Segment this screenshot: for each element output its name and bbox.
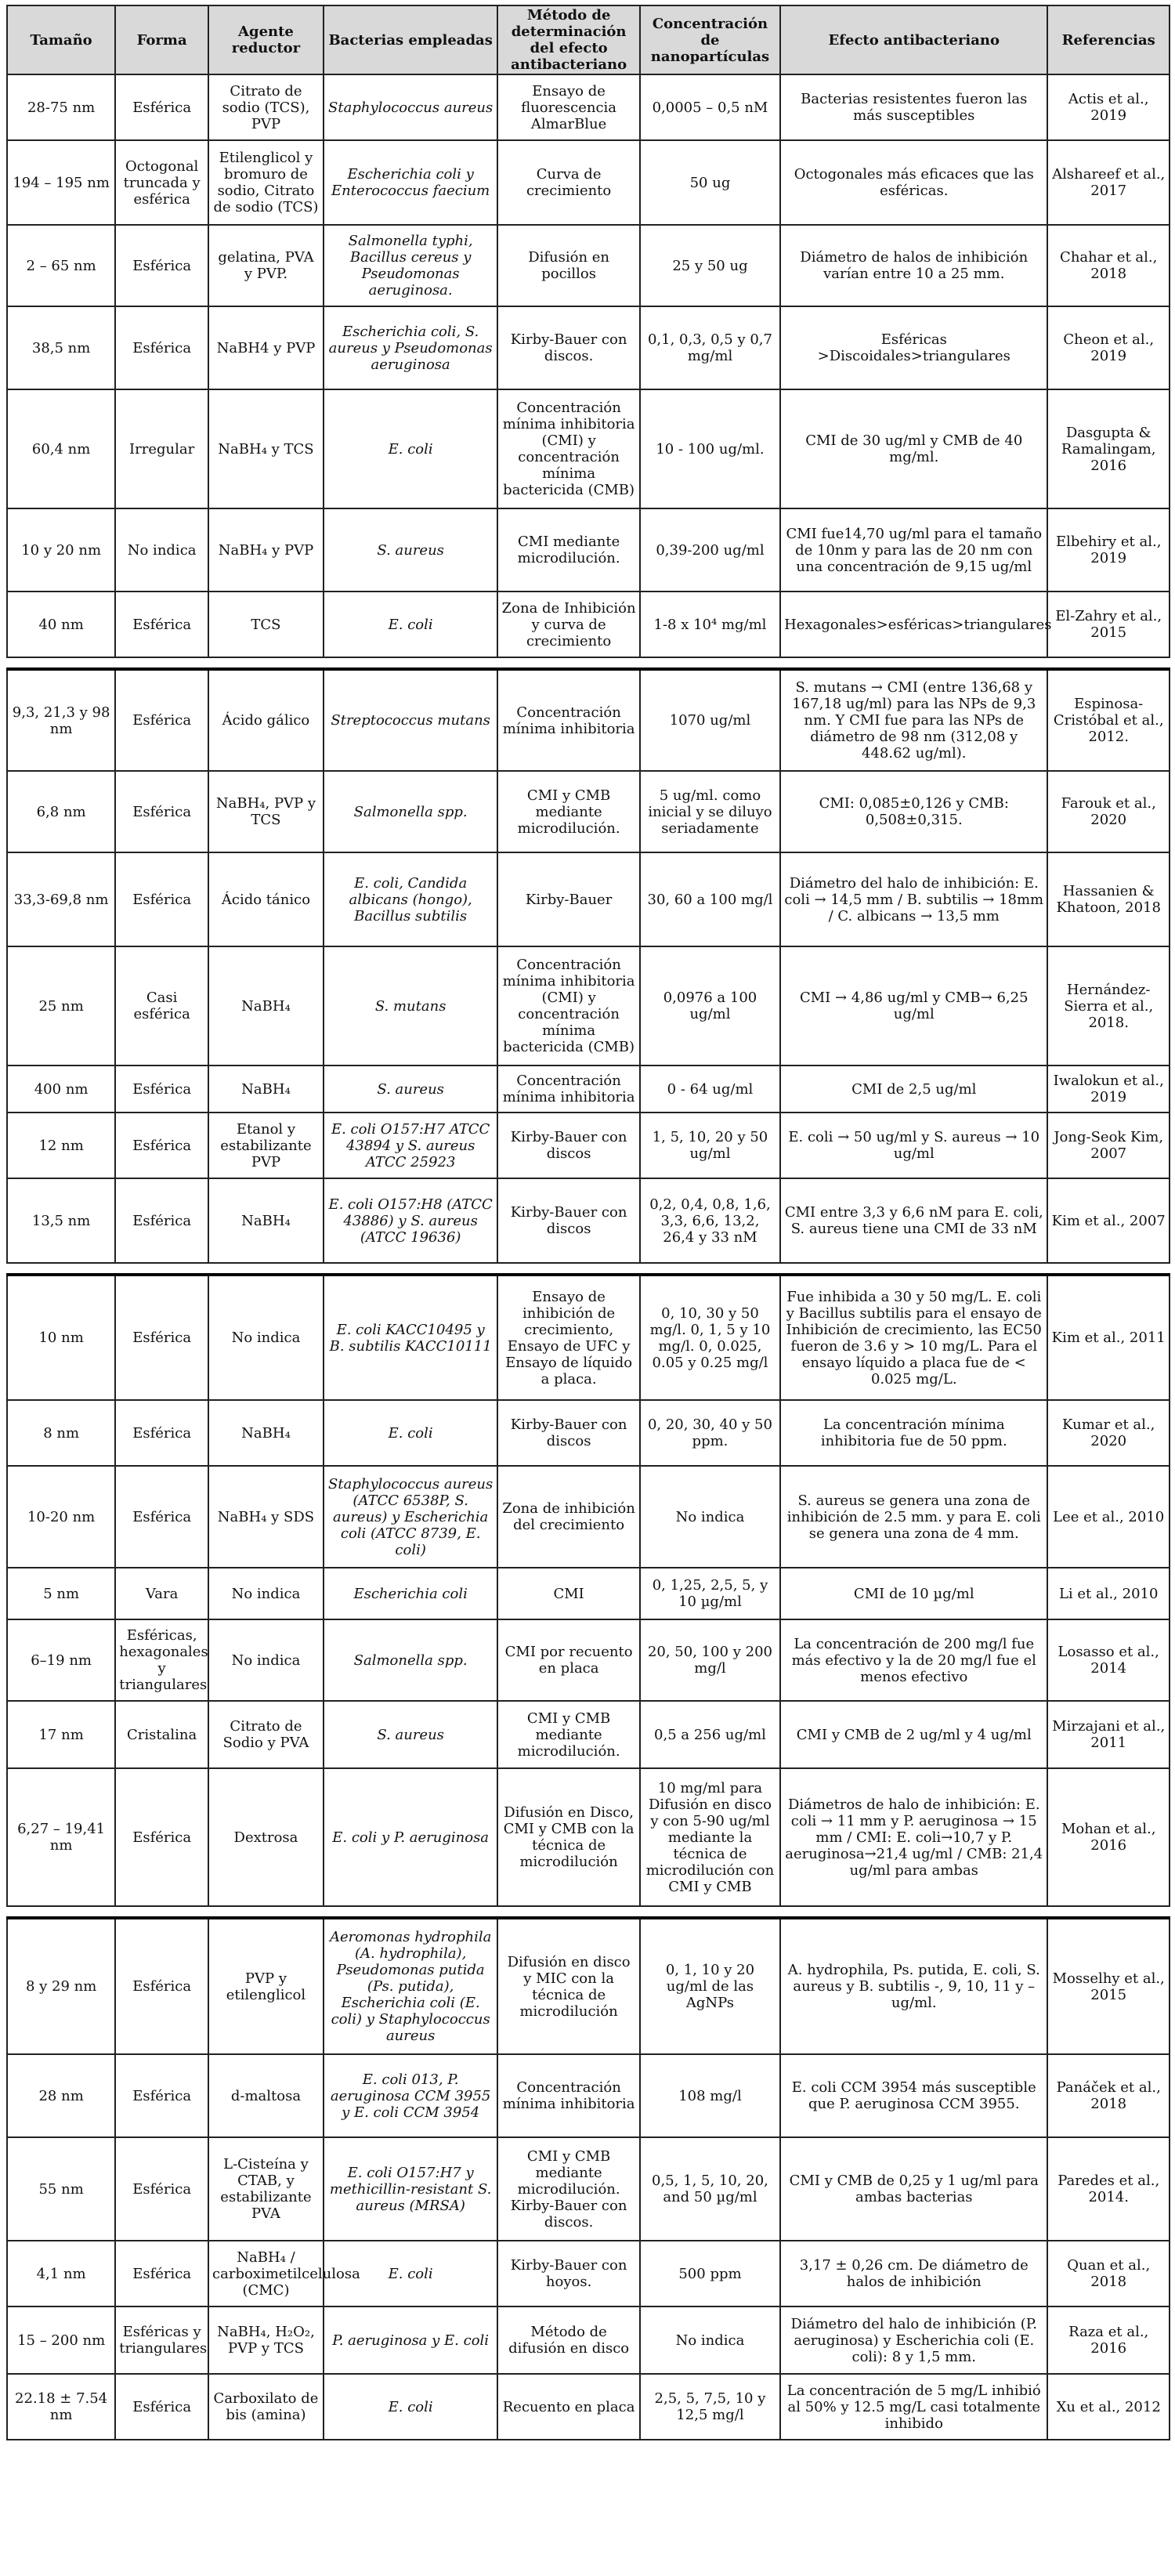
- table-row: [7, 1568, 1170, 1619]
- table-row: [7, 852, 1170, 946]
- cell-size: 12 nm: [7, 1113, 115, 1178]
- cell-bacteria: E. coli 013, P. aeruginosa CCM 3955 y E. coli CCM 3954: [324, 2054, 497, 2137]
- cell-reference: Raza et al., 2016: [1047, 2306, 1170, 2374]
- cell-agent: gelatina, PVA y PVP.: [208, 225, 324, 306]
- table-header-row: [7, 5, 1170, 74]
- cell-reference: Losasso et al., 2014: [1047, 1619, 1170, 1701]
- header-shape: Forma: [115, 5, 208, 74]
- table-row: [7, 592, 1170, 657]
- cell-agent: NaBH₄: [208, 1178, 324, 1263]
- cell-size: 194 – 195 nm: [7, 140, 115, 225]
- cell-shape: Esféricas y triangulares: [115, 2306, 208, 2374]
- cell-effect: CMI → 4,86 ug/ml y CMB→ 6,25 ug/ml: [780, 946, 1047, 1065]
- cell-effect: Fue inhibida a 30 y 50 mg/L. E. coli y Bacillus subtilis para el ensayo de Inhibición de crecimiento, las EC50 fueron de 3.6 y > 10 mg/L. Para el ensayo líquido a placa fue de < 0.025 mg/L.: [780, 1275, 1047, 1400]
- cell-size: 6–19 nm: [7, 1619, 115, 1701]
- cell-bacteria: E. coli O157:H7 y methicillin-resistant S. aureus (MRSA): [324, 2137, 497, 2241]
- cell-effect: Diámetro del halo de inhibición: E. coli → 14,5 mm / B. subtilis → 18mm / C. albicans → 13,5 mm: [780, 852, 1047, 946]
- cell-method: Concentración mínima inhibitoria (CMI) y concentración mínima bactericida (CMB): [497, 946, 639, 1065]
- table-row: [7, 1178, 1170, 1263]
- header-size: Tamaño: [7, 5, 115, 74]
- cell-reference: Farouk et al., 2020: [1047, 771, 1170, 852]
- cell-concentration: 30, 60 a 100 mg/l: [640, 852, 780, 946]
- cell-agent: NaBH₄: [208, 1400, 324, 1466]
- cell-reference: Cheon et al., 2019: [1047, 306, 1170, 389]
- cell-concentration: 0,5, 1, 5, 10, 20, and 50 µg/ml: [640, 2137, 780, 2241]
- cell-bacteria: Streptococcus mutans: [324, 669, 497, 771]
- cell-bacteria: Salmonella typhi, Bacillus cereus y Pseudomonas aeruginosa.: [324, 225, 497, 306]
- cell-agent: No indica: [208, 1275, 324, 1400]
- cell-shape: Esféricas, hexagonales y triangulares: [115, 1619, 208, 1701]
- cell-reference: Lee et al., 2010: [1047, 1466, 1170, 1568]
- table-row: [7, 225, 1170, 306]
- cell-size: 22.18 ± 7.54 nm: [7, 2374, 115, 2440]
- cell-shape: Esférica: [115, 2374, 208, 2440]
- cell-size: 4,1 nm: [7, 2241, 115, 2306]
- cell-method: Zona de inhibición del crecimiento: [497, 1466, 639, 1568]
- cell-shape: Cristalina: [115, 1701, 208, 1768]
- cell-effect: Diámetro de halos de inhibición varían entre 10 a 25 mm.: [780, 225, 1047, 306]
- cell-shape: Esférica: [115, 225, 208, 306]
- cell-concentration: 25 y 50 ug: [640, 225, 780, 306]
- cell-effect: Hexagonales>esféricas>triangulares: [780, 592, 1047, 657]
- cell-agent: NaBH₄ y TCS: [208, 389, 324, 508]
- cell-shape: Esférica: [115, 1178, 208, 1263]
- cell-bacteria: E. coli O157:H8 (ATCC 43886) y S. aureus (ATCC 19636): [324, 1178, 497, 1263]
- cell-reference: Mirzajani et al., 2011: [1047, 1701, 1170, 1768]
- cell-effect: CMI y CMB de 2 ug/ml y 4 ug/ml: [780, 1701, 1047, 1768]
- cell-concentration: 1, 5, 10, 20 y 50 ug/ml: [640, 1113, 780, 1178]
- cell-size: 13,5 nm: [7, 1178, 115, 1263]
- cell-reference: Actis et al., 2019: [1047, 74, 1170, 140]
- cell-shape: Esférica: [115, 2054, 208, 2137]
- cell-bacteria: Salmonella spp.: [324, 771, 497, 852]
- cell-agent: NaBH₄ y SDS: [208, 1466, 324, 1568]
- cell-agent: d-maltosa: [208, 2054, 324, 2137]
- cell-method: CMI: [497, 1568, 639, 1619]
- cell-shape: Esférica: [115, 1065, 208, 1113]
- table-row: [7, 2137, 1170, 2241]
- cell-agent: Citrato de Sodio y PVA: [208, 1701, 324, 1768]
- table-row: [7, 306, 1170, 389]
- cell-effect: La concentración mínima inhibitoria fue de 50 ppm.: [780, 1400, 1047, 1466]
- cell-concentration: 2,5, 5, 7,5, 10 y 12,5 mg/l: [640, 2374, 780, 2440]
- cell-effect: Bacterias resistentes fueron las más susceptibles: [780, 74, 1047, 140]
- cell-shape: Esférica: [115, 669, 208, 771]
- cell-size: 55 nm: [7, 2137, 115, 2241]
- cell-bacteria: S. aureus: [324, 1701, 497, 1768]
- cell-agent: Carboxilato de bis (amina): [208, 2374, 324, 2440]
- cell-reference: El-Zahry et al., 2015: [1047, 592, 1170, 657]
- cell-method: Kirby-Bauer con discos: [497, 1178, 639, 1263]
- cell-reference: Hernández-Sierra et al., 2018.: [1047, 946, 1170, 1065]
- cell-bacteria: E. coli O157:H7 ATCC 43894 y S. aureus ATCC 25923: [324, 1113, 497, 1178]
- cell-shape: Esférica: [115, 306, 208, 389]
- cell-concentration: No indica: [640, 2306, 780, 2374]
- table-row: [7, 1768, 1170, 1906]
- cell-bacteria: Escherichia coli y Enterococcus faecium: [324, 140, 497, 225]
- table-row: [7, 1400, 1170, 1466]
- cell-bacteria: Escherichia coli, S. aureus y Pseudomonas aeruginosa: [324, 306, 497, 389]
- cell-effect: Diámetro del halo de inhibición (P. aeruginosa) y Escherichia coli (E. coli): 8 y 1,5 mm.: [780, 2306, 1047, 2374]
- table-row: [7, 1466, 1170, 1568]
- cell-agent: NaBH₄: [208, 946, 324, 1065]
- header-effect: Efecto antibacteriano: [780, 5, 1047, 74]
- cell-reference: Espinosa-Cristóbal et al., 2012.: [1047, 669, 1170, 771]
- cell-effect: CMI y CMB de 0,25 y 1 ug/ml para ambas bacterias: [780, 2137, 1047, 2241]
- cell-shape: Esférica: [115, 2137, 208, 2241]
- cell-reference: Kim et al., 2011: [1047, 1275, 1170, 1400]
- table-row: [7, 2241, 1170, 2306]
- table-row: [7, 389, 1170, 508]
- cell-method: CMI y CMB mediante microdilución.: [497, 771, 639, 852]
- cell-agent: Dextrosa: [208, 1768, 324, 1906]
- cell-size: 10 y 20 nm: [7, 508, 115, 592]
- cell-agent: NaBH₄, H₂O₂, PVP y TCS: [208, 2306, 324, 2374]
- cell-concentration: 108 mg/l: [640, 2054, 780, 2137]
- cell-shape: Casi esférica: [115, 946, 208, 1065]
- cell-size: 17 nm: [7, 1701, 115, 1768]
- cell-concentration: 0, 1, 10 y 20 ug/ml de las AgNPs: [640, 1918, 780, 2054]
- cell-bacteria: S. aureus: [324, 508, 497, 592]
- cell-method: Zona de Inhibición y curva de crecimiento: [497, 592, 639, 657]
- header-bacteria: Bacterias empleadas: [324, 5, 497, 74]
- cell-size: 15 – 200 nm: [7, 2306, 115, 2374]
- table-row: [7, 946, 1170, 1065]
- cell-agent: NaBH₄, PVP y TCS: [208, 771, 324, 852]
- cell-concentration: No indica: [640, 1466, 780, 1568]
- cell-agent: Ácido gálico: [208, 669, 324, 771]
- cell-effect: Esféricas >Discoidales>triangulares: [780, 306, 1047, 389]
- cell-method: Concentración mínima inhibitoria: [497, 669, 639, 771]
- cell-effect: Diámetros de halo de inhibición: E. coli → 11 mm y P. aeruginosa → 15 mm / CMI: E. coli→10,7 y P. aeruginosa→21,4 ug/ml / CMB: 21,4 ug/ml para ambas: [780, 1768, 1047, 1906]
- cell-method: Kirby-Bauer con discos: [497, 1400, 639, 1466]
- cell-shape: Esférica: [115, 1466, 208, 1568]
- cell-reference: Mosselhy et al., 2015: [1047, 1918, 1170, 2054]
- cell-concentration: 0,2, 0,4, 0,8, 1,6, 3,3, 6,6, 13,2, 26,4 y 33 nM: [640, 1178, 780, 1263]
- cell-effect: CMI entre 3,3 y 6,6 nM para E. coli, S. aureus tiene una CMI de 33 nM: [780, 1178, 1047, 1263]
- table-row: [7, 2374, 1170, 2440]
- cell-shape: Irregular: [115, 389, 208, 508]
- cell-agent: NaBH₄ y PVP: [208, 508, 324, 592]
- cell-agent: No indica: [208, 1619, 324, 1701]
- cell-size: 400 nm: [7, 1065, 115, 1113]
- cell-size: 10 nm: [7, 1275, 115, 1400]
- cell-bacteria: E. coli: [324, 592, 497, 657]
- cell-concentration: 10 - 100 ug/ml.: [640, 389, 780, 508]
- cell-shape: Esférica: [115, 1768, 208, 1906]
- cell-effect: CMI de 2,5 ug/ml: [780, 1065, 1047, 1113]
- cell-bacteria: E. coli: [324, 2374, 497, 2440]
- cell-effect: E. coli CCM 3954 más susceptible que P. aeruginosa CCM 3955.: [780, 2054, 1047, 2137]
- cell-size: 8 y 29 nm: [7, 1918, 115, 2054]
- table-row: [7, 140, 1170, 225]
- table-row: [7, 1275, 1170, 1400]
- cell-method: Kirby-Bauer con discos.: [497, 306, 639, 389]
- cell-effect: CMI: 0,085±0,126 y CMB: 0,508±0,315.: [780, 771, 1047, 852]
- cell-bacteria: S. aureus: [324, 1065, 497, 1113]
- cell-size: 33,3-69,8 nm: [7, 852, 115, 946]
- table-row: [7, 508, 1170, 592]
- table-row: [7, 1701, 1170, 1768]
- cell-method: Difusión en disco y MIC con la técnica de microdilución: [497, 1918, 639, 2054]
- header-method: Método de determinación del efecto antibacteriano: [497, 5, 639, 74]
- cell-reference: Alshareef et al., 2017: [1047, 140, 1170, 225]
- cell-shape: Esférica: [115, 1918, 208, 2054]
- cell-agent: PVP y etilenglicol: [208, 1918, 324, 2054]
- table-row: [7, 669, 1170, 771]
- table-row: [7, 1113, 1170, 1178]
- cell-bacteria: E. coli: [324, 2241, 497, 2306]
- cell-method: CMI y CMB mediante microdilución.: [497, 1701, 639, 1768]
- cell-method: Concentración mínima inhibitoria: [497, 2054, 639, 2137]
- cell-shape: No indica: [115, 508, 208, 592]
- cell-method: Método de difusión en disco: [497, 2306, 639, 2374]
- cell-bacteria: E. coli KACC10495 y B. subtilis KACC10111: [324, 1275, 497, 1400]
- cell-agent: No indica: [208, 1568, 324, 1619]
- cell-reference: Dasgupta & Ramalingam, 2016: [1047, 389, 1170, 508]
- cell-concentration: 0,39-200 ug/ml: [640, 508, 780, 592]
- cell-agent: TCS: [208, 592, 324, 657]
- cell-method: Ensayo de inhibición de crecimiento, Ensayo de UFC y Ensayo de líquido a placa.: [497, 1275, 639, 1400]
- cell-size: 10-20 nm: [7, 1466, 115, 1568]
- table-row: [7, 2054, 1170, 2137]
- cell-concentration: 1-8 x 10⁴ mg/ml: [640, 592, 780, 657]
- cell-size: 9,3, 21,3 y 98 nm: [7, 669, 115, 771]
- cell-method: Ensayo de fluorescencia AlmarBlue: [497, 74, 639, 140]
- cell-concentration: 0, 1,25, 2,5, 5, y 10 µg/ml: [640, 1568, 780, 1619]
- cell-concentration: 0,0976 a 100 ug/ml: [640, 946, 780, 1065]
- cell-shape: Esférica: [115, 771, 208, 852]
- cell-bacteria: E. coli: [324, 389, 497, 508]
- cell-reference: Iwalokun et al., 2019: [1047, 1065, 1170, 1113]
- cell-reference: Panáček et al., 2018: [1047, 2054, 1170, 2137]
- cell-concentration: 0,5 a 256 ug/ml: [640, 1701, 780, 1768]
- cell-size: 38,5 nm: [7, 306, 115, 389]
- header-references: Referencias: [1047, 5, 1170, 74]
- cell-effect: Octogonales más eficaces que las esféricas.: [780, 140, 1047, 225]
- cell-bacteria: P. aeruginosa y E. coli: [324, 2306, 497, 2374]
- cell-shape: Esférica: [115, 592, 208, 657]
- results-table-part-4: [6, 1916, 1170, 2440]
- cell-bacteria: Staphylococcus aureus: [324, 74, 497, 140]
- cell-reference: Chahar et al., 2018: [1047, 225, 1170, 306]
- cell-shape: Esférica: [115, 1275, 208, 1400]
- cell-shape: Octogonal truncada y esférica: [115, 140, 208, 225]
- cell-reference: Xu et al., 2012: [1047, 2374, 1170, 2440]
- results-table-part-3: [6, 1273, 1170, 1907]
- header-agent: Agente reductor: [208, 5, 324, 74]
- cell-method: CMI mediante microdilución.: [497, 508, 639, 592]
- cell-method: Kirby-Bauer con hoyos.: [497, 2241, 639, 2306]
- cell-reference: Hassanien & Khatoon, 2018: [1047, 852, 1170, 946]
- cell-reference: Li et al., 2010: [1047, 1568, 1170, 1619]
- table-row: [7, 1065, 1170, 1113]
- cell-agent: L-Cisteína y CTAB, y estabilizante PVA: [208, 2137, 324, 2241]
- cell-reference: Paredes et al., 2014.: [1047, 2137, 1170, 2241]
- cell-concentration: 5 ug/ml. como inicial y se diluyo seriadamente: [640, 771, 780, 852]
- cell-reference: Quan et al., 2018: [1047, 2241, 1170, 2306]
- cell-effect: La concentración de 5 mg/L inhibió al 50% y 12.5 mg/L casi totalmente inhibido: [780, 2374, 1047, 2440]
- cell-bacteria: E. coli y P. aeruginosa: [324, 1768, 497, 1906]
- cell-concentration: 0, 10, 30 y 50 mg/l. 0, 1, 5 y 10 mg/l. 0, 0.025, 0.05 y 0.25 mg/l: [640, 1275, 780, 1400]
- cell-shape: Esférica: [115, 2241, 208, 2306]
- results-table: [6, 5, 1170, 658]
- cell-concentration: 0,1, 0,3, 0,5 y 0,7 mg/ml: [640, 306, 780, 389]
- cell-effect: E. coli → 50 ug/ml y S. aureus → 10 ug/ml: [780, 1113, 1047, 1178]
- header-concentration: Concentración de nanopartículas: [640, 5, 780, 74]
- cell-bacteria: Salmonella spp.: [324, 1619, 497, 1701]
- cell-concentration: 50 ug: [640, 140, 780, 225]
- cell-reference: Kumar et al., 2020: [1047, 1400, 1170, 1466]
- cell-method: Curva de crecimiento: [497, 140, 639, 225]
- cell-agent: NaBH4 y PVP: [208, 306, 324, 389]
- cell-method: CMI y CMB mediante microdilución. Kirby-Bauer con discos.: [497, 2137, 639, 2241]
- cell-shape: Esférica: [115, 852, 208, 946]
- cell-method: Difusión en pocillos: [497, 225, 639, 306]
- cell-size: 40 nm: [7, 592, 115, 657]
- cell-effect: 3,17 ± 0,26 cm. De diámetro de halos de inhibición: [780, 2241, 1047, 2306]
- cell-effect: S. mutans → CMI (entre 136,68 y 167,18 ug/ml) para las NPs de 9,3 nm. Y CMI fue para las NPs de diámetro de 98 nm (312,08 y 448.62 ug/ml).: [780, 669, 1047, 771]
- cell-size: 5 nm: [7, 1568, 115, 1619]
- table-row: [7, 1918, 1170, 2054]
- cell-shape: Esférica: [115, 1400, 208, 1466]
- cell-effect: La concentración de 200 mg/l fue más efectivo y la de 20 mg/l fue el menos efectivo: [780, 1619, 1047, 1701]
- table-row: [7, 2306, 1170, 2374]
- cell-method: Recuento en placa: [497, 2374, 639, 2440]
- table-row: [7, 74, 1170, 140]
- cell-bacteria: E. coli, Candida albicans (hongo), Bacillus subtilis: [324, 852, 497, 946]
- cell-effect: A. hydrophila, Ps. putida, E. coli, S. aureus y B. subtilis -, 9, 10, 11 y – ug/ml.: [780, 1918, 1047, 2054]
- cell-concentration: 10 mg/ml para Difusión en disco y con 5-90 ug/ml mediante la técnica de microdilución con CMI y CMB: [640, 1768, 780, 1906]
- cell-method: Kirby-Bauer con discos: [497, 1113, 639, 1178]
- cell-size: 6,8 nm: [7, 771, 115, 852]
- cell-concentration: 0,0005 – 0,5 nM: [640, 74, 780, 140]
- cell-size: 28-75 nm: [7, 74, 115, 140]
- cell-agent: Ácido tánico: [208, 852, 324, 946]
- cell-shape: Vara: [115, 1568, 208, 1619]
- cell-concentration: 1070 ug/ml: [640, 669, 780, 771]
- cell-effect: CMI de 10 µg/ml: [780, 1568, 1047, 1619]
- table-row: [7, 1619, 1170, 1701]
- cell-agent: NaBH₄: [208, 1065, 324, 1113]
- cell-concentration: 500 ppm: [640, 2241, 780, 2306]
- cell-reference: Elbehiry et al., 2019: [1047, 508, 1170, 592]
- cell-method: CMI por recuento en placa: [497, 1619, 639, 1701]
- cell-size: 28 nm: [7, 2054, 115, 2137]
- cell-agent: NaBH₄ / carboximetilcelulosa (CMC): [208, 2241, 324, 2306]
- cell-effect: S. aureus se genera una zona de inhibición de 2.5 mm. y para E. coli se genera una zona de 4 mm.: [780, 1466, 1047, 1568]
- cell-size: 6,27 – 19,41 nm: [7, 1768, 115, 1906]
- cell-method: Concentración mínima inhibitoria: [497, 1065, 639, 1113]
- cell-size: 25 nm: [7, 946, 115, 1065]
- cell-method: Kirby-Bauer: [497, 852, 639, 946]
- cell-bacteria: E. coli: [324, 1400, 497, 1466]
- cell-effect: CMI fue14,70 ug/ml para el tamaño de 10nm y para las de 20 nm con una concentración de 9,15 ug/ml: [780, 508, 1047, 592]
- cell-agent: Etanol y estabilizante PVP: [208, 1113, 324, 1178]
- cell-concentration: 20, 50, 100 y 200 mg/l: [640, 1619, 780, 1701]
- cell-concentration: 0, 20, 30, 40 y 50 ppm.: [640, 1400, 780, 1466]
- cell-reference: Jong-Seok Kim, 2007: [1047, 1113, 1170, 1178]
- cell-method: Concentración mínima inhibitoria (CMI) y concentración mínima bactericida (CMB): [497, 389, 639, 508]
- cell-effect: CMI de 30 ug/ml y CMB de 40 mg/ml.: [780, 389, 1047, 508]
- cell-shape: Esférica: [115, 74, 208, 140]
- cell-size: 2 – 65 nm: [7, 225, 115, 306]
- results-table-part-2: [6, 668, 1170, 1264]
- cell-bacteria: Staphylococcus aureus (ATCC 6538P, S. aureus) y Escherichia coli (ATCC 8739, E. coli): [324, 1466, 497, 1568]
- cell-bacteria: Aeromonas hydrophila (A. hydrophila), Pseudomonas putida (Ps. putida), Escherichia coli (E. coli) y Staphylococcus aureus: [324, 1918, 497, 2054]
- cell-bacteria: Escherichia coli: [324, 1568, 497, 1619]
- table-row: [7, 771, 1170, 852]
- cell-agent: Etilenglicol y bromuro de sodio, Citrato de sodio (TCS): [208, 140, 324, 225]
- cell-size: 60,4 nm: [7, 389, 115, 508]
- document-page: [6, 5, 1170, 2440]
- cell-bacteria: S. mutans: [324, 946, 497, 1065]
- cell-reference: Kim et al., 2007: [1047, 1178, 1170, 1263]
- cell-shape: Esférica: [115, 1113, 208, 1178]
- cell-agent: Citrato de sodio (TCS), PVP: [208, 74, 324, 140]
- cell-concentration: 0 - 64 ug/ml: [640, 1065, 780, 1113]
- cell-size: 8 nm: [7, 1400, 115, 1466]
- cell-method: Difusión en Disco, CMI y CMB con la técnica de microdilución: [497, 1768, 639, 1906]
- cell-reference: Mohan et al., 2016: [1047, 1768, 1170, 1906]
